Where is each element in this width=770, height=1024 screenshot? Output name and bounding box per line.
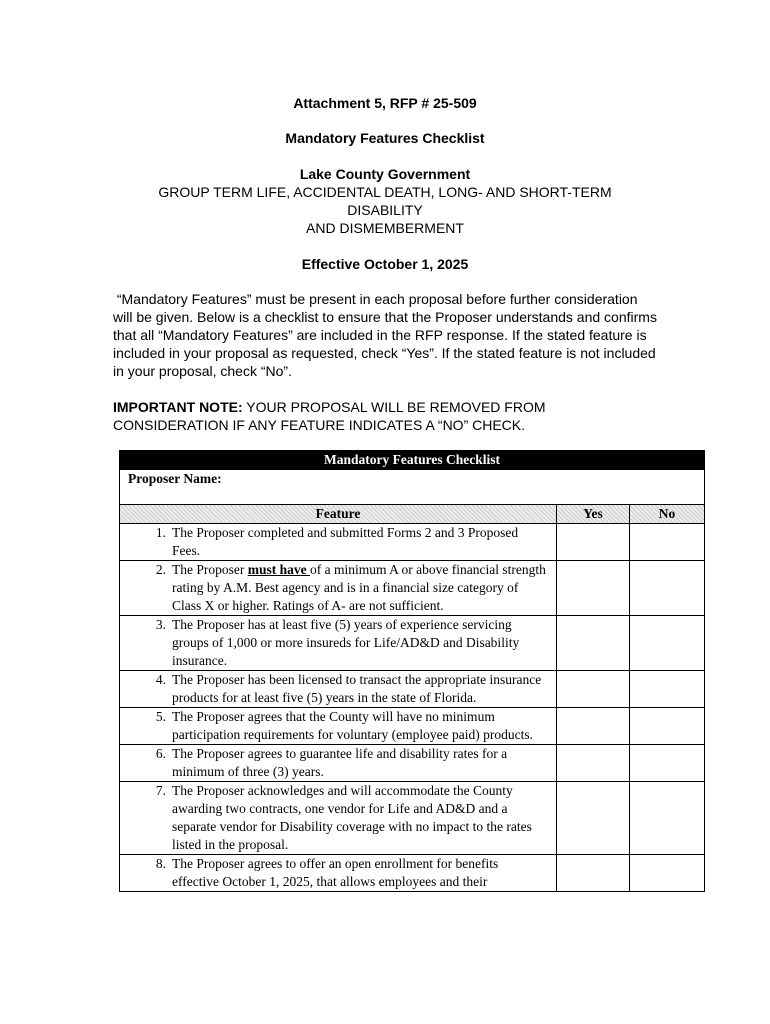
yes-checkbox-cell[interactable]: [557, 561, 630, 616]
no-column-header: No: [630, 505, 705, 524]
proposer-name-label: Proposer Name:: [128, 471, 222, 486]
no-checkbox-cell[interactable]: [630, 524, 705, 561]
feature-text-part: The Proposer has at least five (5) years of experience servicing groups of 1,000 or more insureds for Life/AD&D and Disability insurance.: [172, 617, 520, 668]
feature-text: [172, 855, 556, 891]
important-note: [113, 398, 713, 434]
feature-cell: [120, 855, 557, 892]
mandatory-features-table: [119, 450, 705, 892]
yes-checkbox-cell[interactable]: [557, 616, 630, 671]
feature-text-part: The Proposer: [172, 562, 248, 577]
feature-cell: [120, 561, 557, 616]
no-checkbox-cell[interactable]: [630, 782, 705, 855]
table-row: [120, 561, 705, 616]
feature-number: 4.: [155, 672, 166, 687]
note-text-line-2: CONSIDERATION IF ANY FEATURE INDICATES A “NO” CHECK.: [113, 417, 526, 433]
no-checkbox-cell[interactable]: [630, 708, 705, 745]
intro-line: that all “Mandatory Features” are included in the RFP response. If the stated feature is: [113, 327, 647, 343]
feature-text-part: The Proposer has been licensed to transact the appropriate insurance products for at least five (5) years in the state of Florida.: [172, 672, 542, 705]
feature-text-part: The Proposer completed and submitted Forms 2 and 3 Proposed Fees.: [172, 525, 519, 558]
feature-number: 5.: [155, 709, 166, 724]
feature-text: [172, 671, 556, 707]
feature-number: 8.: [155, 856, 166, 871]
document-title: Mandatory Features Checklist: [285, 130, 485, 146]
yes-checkbox-cell[interactable]: [557, 855, 630, 892]
feature-text: [172, 561, 556, 615]
effective-date: Effective October 1, 2025: [301, 256, 469, 272]
table-row: [120, 782, 705, 855]
subtitle-line-3: AND DISMEMBERMENT: [306, 220, 464, 236]
table-row: [120, 855, 705, 892]
feature-number: 1.: [155, 525, 166, 540]
subtitle-line-2: DISABILITY: [347, 202, 423, 218]
table-row: [120, 524, 705, 561]
feature-text-part: The Proposer acknowledges and will accommodate the County awarding two contracts, one vendor for Life and AD&D and a separate vendor for Disability coverage with no impact to the rates listed in the proposal.: [172, 783, 532, 852]
feature-text-part: The Proposer agrees to offer an open enrollment for benefits effective October 1, 2025, that allows employees and their: [172, 856, 499, 889]
feature-number: 6.: [155, 746, 166, 761]
feature-number: 7.: [155, 783, 166, 798]
table-row: [120, 616, 705, 671]
yes-checkbox-cell[interactable]: [557, 708, 630, 745]
table-title: Mandatory Features Checklist: [120, 451, 705, 470]
feature-text: [172, 782, 556, 854]
yes-checkbox-cell[interactable]: [557, 524, 630, 561]
feature-text: [172, 745, 556, 781]
intro-paragraph: [113, 290, 713, 380]
yes-checkbox-cell[interactable]: [557, 782, 630, 855]
feature-text-part: of a minimum A or above financial strength rating by A.M. Best agency and is in a financial size category of Class X or higher. Ratings of A- are not sufficient.: [172, 562, 546, 613]
intro-line: in your proposal, check “No”.: [113, 363, 292, 379]
feature-emphasis: must have: [247, 562, 310, 577]
intro-line: included in your proposal as requested, check “Yes”. If the stated feature is not included: [113, 345, 656, 361]
yes-column-header: Yes: [557, 505, 630, 524]
feature-cell: [120, 524, 557, 561]
no-checkbox-cell[interactable]: [630, 671, 705, 708]
feature-text: [172, 708, 556, 744]
table-row: [120, 671, 705, 708]
feature-number: 3.: [155, 617, 166, 632]
table-row: [120, 708, 705, 745]
feature-cell: [120, 782, 557, 855]
no-checkbox-cell[interactable]: [630, 745, 705, 782]
yes-checkbox-cell[interactable]: [557, 745, 630, 782]
feature-text-part: The Proposer agrees that the County will have no minimum participation requirements for voluntary (employee paid) products.: [172, 709, 534, 742]
feature-cell: [120, 616, 557, 671]
note-text: YOUR PROPOSAL WILL BE REMOVED FROM: [242, 399, 546, 415]
no-checkbox-cell[interactable]: [630, 616, 705, 671]
feature-text: [172, 524, 556, 560]
no-checkbox-cell[interactable]: [630, 561, 705, 616]
intro-line: “Mandatory Features” must be present in each proposal before further consideration: [113, 291, 638, 307]
attachment-heading: Attachment 5, RFP # 25-509: [293, 95, 477, 111]
feature-cell: [120, 708, 557, 745]
subtitle-line-1: GROUP TERM LIFE, ACCIDENTAL DEATH, LONG- AND SHORT-TERM: [158, 184, 612, 200]
note-label: IMPORTANT NOTE:: [113, 399, 243, 415]
organization-name: Lake County Government: [299, 166, 471, 182]
feature-column-header: Feature: [120, 505, 557, 524]
feature-cell: [120, 671, 557, 708]
feature-cell: [120, 745, 557, 782]
table-row: [120, 745, 705, 782]
intro-line: will be given. Below is a checklist to ensure that the Proposer understands and confirms: [113, 309, 657, 325]
feature-text: [172, 616, 556, 670]
proposer-name-field[interactable]: [120, 470, 705, 505]
yes-checkbox-cell[interactable]: [557, 671, 630, 708]
feature-number: 2.: [155, 562, 166, 577]
no-checkbox-cell[interactable]: [630, 855, 705, 892]
feature-text-part: The Proposer agrees to guarantee life and disability rates for a minimum of three (3) years.: [172, 746, 508, 779]
